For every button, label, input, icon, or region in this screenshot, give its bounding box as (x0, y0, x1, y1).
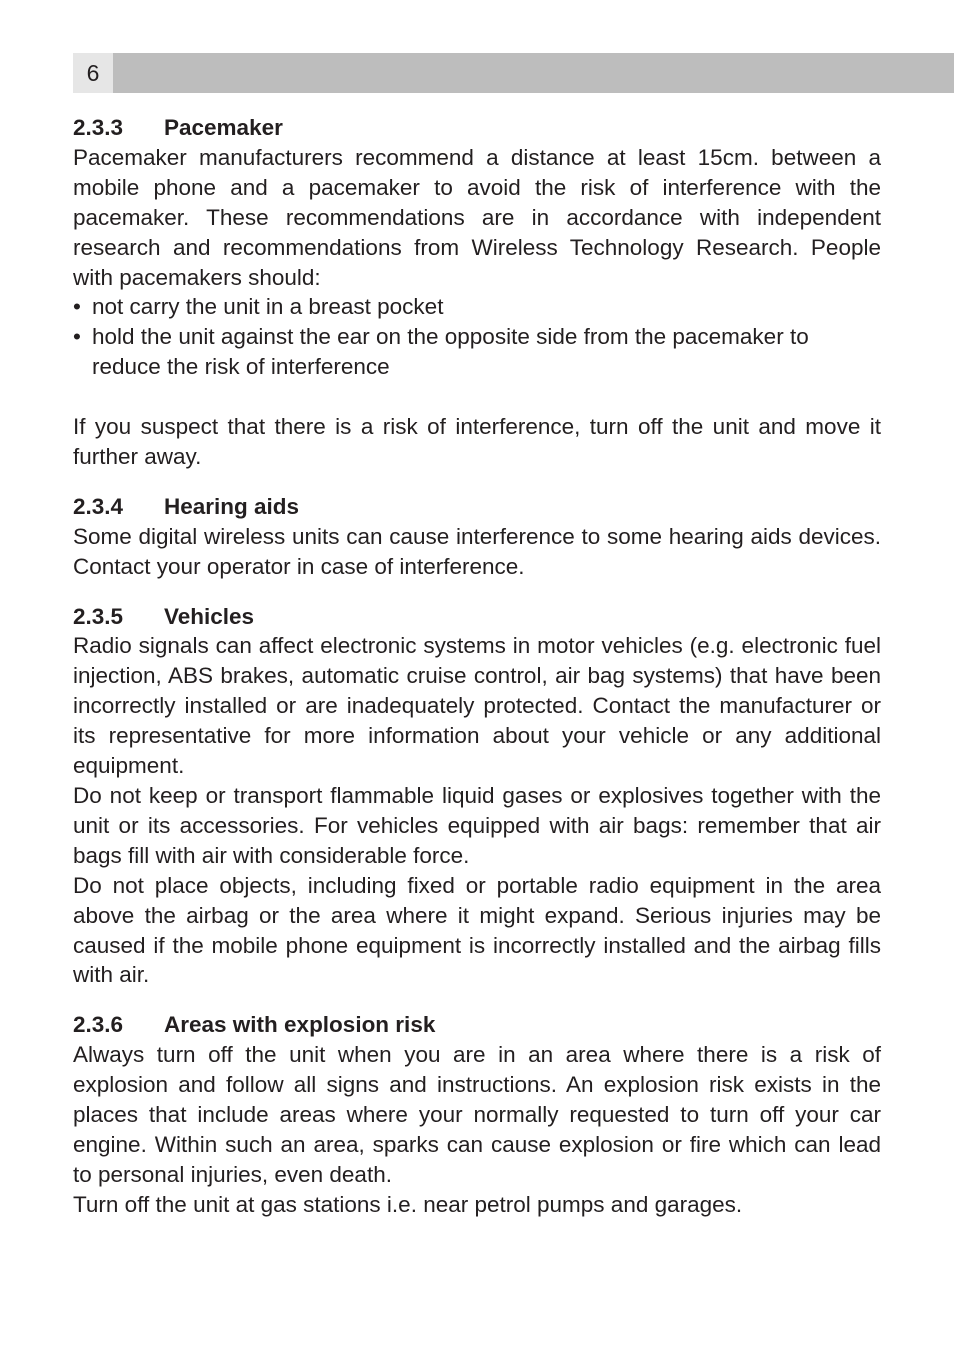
section-number: 2.3.6 (73, 1012, 124, 1038)
document-body (73, 113, 881, 1240)
bullet-icon: • (73, 294, 81, 320)
paragraph: If you suspect that there is a risk of interference, turn off the unit and move it further away. (73, 414, 881, 469)
section-title: Areas with explosion risk (164, 1012, 436, 1038)
paragraph: Always turn off the unit when you are in an area where there is a risk of explosion and follow all signs and instructions. An explosion risk exists in the places that include areas where your normally requested to turn off your car engine. Within such an area, sparks can cause explosion or fire which can lead to personal injuries, even death. (73, 1042, 881, 1187)
paragraph: Do not keep or transport flammable liquid gases or explosives together with the unit or its accessories. For vehicles equipped with air bags: remember that air bags fill with air with considerable force. (73, 783, 881, 868)
paragraph: Turn off the unit at gas stations i.e. near petrol pumps and garages. (73, 1191, 743, 1217)
paragraph: Radio signals can affect electronic systems in motor vehicles (e.g. electronic fuel injection, ABS brakes, automatic cruise control, air bag systems) that have been incorrectly installed or are inadequately protected. Contact the manufacturer or its representative for more information about your vehicle or any additional equipment. (73, 633, 881, 779)
bullet-list (73, 292, 881, 382)
list-item-text: hold the unit against the ear on the opposite side from the pacemaker to reduce the risk of interference (92, 324, 809, 380)
bullet-icon: • (73, 324, 81, 350)
section-title: Vehicles (164, 603, 255, 629)
section-vehicles (73, 602, 881, 991)
section-heading (73, 113, 881, 143)
section-title: Hearing aids (164, 493, 300, 519)
page-number: 6 (73, 53, 113, 93)
page-header-bar (73, 53, 954, 93)
section-heading (73, 492, 881, 522)
section-explosion-risk (73, 1010, 881, 1219)
section-pacemaker (73, 113, 881, 472)
section-heading (73, 1010, 881, 1040)
section-number: 2.3.5 (73, 603, 124, 629)
section-title: Pacemaker (164, 115, 283, 140)
list-item-text: not carry the unit in a breast pocket (92, 294, 444, 320)
blank-line (73, 382, 881, 412)
section-number: 2.3.4 (73, 493, 124, 519)
list-item (73, 322, 881, 382)
section-hearing-aids (73, 492, 881, 582)
paragraph: Pacemaker manufacturers recommend a distance at least 15cm. between a mobile phone and a pacemaker to avoid the risk of interference with the pacemaker. These recommendations are in accordance with independent research and recommendations from Wireless Technology Research. People with pacemakers should: (73, 144, 881, 290)
section-number: 2.3.3 (73, 115, 124, 140)
paragraph: Do not place objects, including fixed or portable radio equipment in the area above the airbag or the area where it might expand. Serious injuries may be caused if the mobile phone equipment is incorrectly installed and the airbag fills with air. (73, 872, 881, 988)
paragraph: Some digital wireless units can cause interference to some hearing aids devices. Contact your operator in case of interference. (73, 523, 881, 579)
list-item (73, 292, 881, 322)
section-heading (73, 602, 881, 632)
